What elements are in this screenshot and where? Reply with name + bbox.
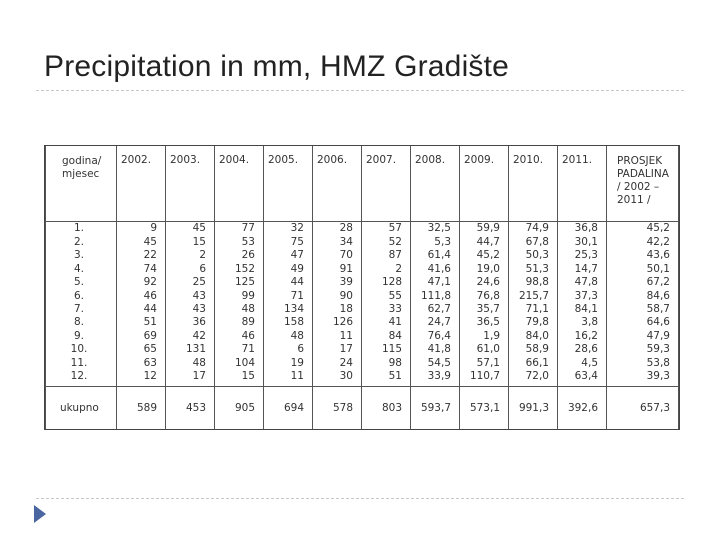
value-cell: 25,3 bbox=[558, 249, 607, 262]
value-cell: 6 bbox=[264, 343, 313, 356]
value-cell: 46 bbox=[117, 289, 166, 302]
value-cell: 126 bbox=[313, 316, 362, 329]
header-year: 2008. bbox=[411, 146, 460, 222]
value-cell: 24,6 bbox=[460, 276, 509, 289]
value-cell: 79,8 bbox=[509, 316, 558, 329]
value-cell: 54,5 bbox=[411, 356, 460, 369]
header-average: PROSJEK PADALINA / 2002 – 2011 / bbox=[607, 146, 679, 222]
total-cell: 392,6 bbox=[558, 387, 607, 430]
value-cell: 91 bbox=[313, 262, 362, 275]
value-cell: 45 bbox=[166, 222, 215, 236]
value-cell: 36,8 bbox=[558, 222, 607, 236]
month-cell: 3. bbox=[46, 249, 117, 262]
value-cell: 131 bbox=[166, 343, 215, 356]
value-cell: 70 bbox=[313, 249, 362, 262]
value-cell: 69 bbox=[117, 330, 166, 343]
month-cell: 6. bbox=[46, 289, 117, 302]
month-cell: 2. bbox=[46, 236, 117, 249]
value-cell: 111,8 bbox=[411, 289, 460, 302]
value-cell: 50,3 bbox=[509, 249, 558, 262]
value-cell: 4,5 bbox=[558, 356, 607, 369]
value-cell: 45,2 bbox=[460, 249, 509, 262]
value-cell: 17 bbox=[313, 343, 362, 356]
value-cell: 44,7 bbox=[460, 236, 509, 249]
value-cell: 57,1 bbox=[460, 356, 509, 369]
value-cell: 30 bbox=[313, 370, 362, 387]
total-cell: 991,3 bbox=[509, 387, 558, 430]
header-year: 2010. bbox=[509, 146, 558, 222]
value-cell: 22 bbox=[117, 249, 166, 262]
total-cell: 578 bbox=[313, 387, 362, 430]
value-cell: 58,9 bbox=[509, 343, 558, 356]
value-cell: 89 bbox=[215, 316, 264, 329]
value-cell: 25 bbox=[166, 276, 215, 289]
value-cell: 74,9 bbox=[509, 222, 558, 236]
value-cell: 98,8 bbox=[509, 276, 558, 289]
header-year-month: godina/ mjesec bbox=[46, 146, 117, 222]
value-cell: 19,0 bbox=[460, 262, 509, 275]
top-divider bbox=[36, 90, 684, 91]
value-cell: 44 bbox=[117, 303, 166, 316]
value-cell: 75 bbox=[264, 236, 313, 249]
value-cell: 71 bbox=[264, 289, 313, 302]
value-cell: 84,0 bbox=[509, 330, 558, 343]
value-cell: 11 bbox=[313, 330, 362, 343]
value-cell: 41,8 bbox=[411, 343, 460, 356]
value-cell: 17 bbox=[166, 370, 215, 387]
month-cell: 12. bbox=[46, 370, 117, 387]
value-cell: 65 bbox=[117, 343, 166, 356]
value-cell: 36,5 bbox=[460, 316, 509, 329]
table-row bbox=[46, 303, 679, 316]
value-cell: 48 bbox=[166, 356, 215, 369]
table-row bbox=[46, 289, 679, 302]
table-row bbox=[46, 276, 679, 289]
table-row bbox=[46, 236, 679, 249]
average-cell: 42,2 bbox=[607, 236, 679, 249]
table-row bbox=[46, 222, 679, 236]
value-cell: 66,1 bbox=[509, 356, 558, 369]
value-cell: 15 bbox=[166, 236, 215, 249]
value-cell: 77 bbox=[215, 222, 264, 236]
month-cell: 1. bbox=[46, 222, 117, 236]
header-row bbox=[46, 146, 679, 222]
header-year: 2006. bbox=[313, 146, 362, 222]
table-row bbox=[46, 316, 679, 329]
value-cell: 98 bbox=[362, 356, 411, 369]
value-cell: 63,4 bbox=[558, 370, 607, 387]
value-cell: 16,2 bbox=[558, 330, 607, 343]
value-cell: 71,1 bbox=[509, 303, 558, 316]
value-cell: 52 bbox=[362, 236, 411, 249]
total-cell: 803 bbox=[362, 387, 411, 430]
value-cell: 158 bbox=[264, 316, 313, 329]
value-cell: 84 bbox=[362, 330, 411, 343]
value-cell: 134 bbox=[264, 303, 313, 316]
value-cell: 53 bbox=[215, 236, 264, 249]
average-cell: 47,9 bbox=[607, 330, 679, 343]
value-cell: 128 bbox=[362, 276, 411, 289]
value-cell: 14,7 bbox=[558, 262, 607, 275]
value-cell: 67,8 bbox=[509, 236, 558, 249]
header-year: 2004. bbox=[215, 146, 264, 222]
value-cell: 57 bbox=[362, 222, 411, 236]
total-cell: 453 bbox=[166, 387, 215, 430]
average-cell: 43,6 bbox=[607, 249, 679, 262]
value-cell: 36 bbox=[166, 316, 215, 329]
header-year: 2003. bbox=[166, 146, 215, 222]
value-cell: 24,7 bbox=[411, 316, 460, 329]
value-cell: 32,5 bbox=[411, 222, 460, 236]
value-cell: 2 bbox=[166, 249, 215, 262]
value-cell: 125 bbox=[215, 276, 264, 289]
header-year: 2005. bbox=[264, 146, 313, 222]
value-cell: 43 bbox=[166, 289, 215, 302]
table-row bbox=[46, 343, 679, 356]
bullet-arrow-icon bbox=[34, 505, 46, 523]
value-cell: 48 bbox=[264, 330, 313, 343]
table-row bbox=[46, 330, 679, 343]
value-cell: 76,4 bbox=[411, 330, 460, 343]
value-cell: 115 bbox=[362, 343, 411, 356]
bottom-divider bbox=[36, 498, 684, 499]
value-cell: 47,8 bbox=[558, 276, 607, 289]
value-cell: 72,0 bbox=[509, 370, 558, 387]
value-cell: 51,3 bbox=[509, 262, 558, 275]
average-cell: 67,2 bbox=[607, 276, 679, 289]
average-cell: 84,6 bbox=[607, 289, 679, 302]
value-cell: 104 bbox=[215, 356, 264, 369]
header-year: 2009. bbox=[460, 146, 509, 222]
value-cell: 92 bbox=[117, 276, 166, 289]
value-cell: 28 bbox=[313, 222, 362, 236]
value-cell: 2 bbox=[362, 262, 411, 275]
value-cell: 63 bbox=[117, 356, 166, 369]
total-label: ukupno bbox=[46, 387, 117, 430]
average-cell: 50,1 bbox=[607, 262, 679, 275]
value-cell: 76,8 bbox=[460, 289, 509, 302]
total-cell: 573,1 bbox=[460, 387, 509, 430]
value-cell: 19 bbox=[264, 356, 313, 369]
month-cell: 10. bbox=[46, 343, 117, 356]
value-cell: 39 bbox=[313, 276, 362, 289]
value-cell: 48 bbox=[215, 303, 264, 316]
value-cell: 47 bbox=[264, 249, 313, 262]
month-cell: 11. bbox=[46, 356, 117, 369]
value-cell: 45 bbox=[117, 236, 166, 249]
header-year: 2011. bbox=[558, 146, 607, 222]
value-cell: 15 bbox=[215, 370, 264, 387]
table-row bbox=[46, 262, 679, 275]
average-cell: 64,6 bbox=[607, 316, 679, 329]
value-cell: 42 bbox=[166, 330, 215, 343]
value-cell: 24 bbox=[313, 356, 362, 369]
month-rows bbox=[46, 222, 679, 387]
value-cell: 1,9 bbox=[460, 330, 509, 343]
month-cell: 7. bbox=[46, 303, 117, 316]
value-cell: 44 bbox=[264, 276, 313, 289]
average-cell: 59,3 bbox=[607, 343, 679, 356]
value-cell: 59,9 bbox=[460, 222, 509, 236]
average-cell: 58,7 bbox=[607, 303, 679, 316]
average-cell: 39,3 bbox=[607, 370, 679, 387]
total-average: 657,3 bbox=[607, 387, 679, 430]
value-cell: 62,7 bbox=[411, 303, 460, 316]
month-cell: 4. bbox=[46, 262, 117, 275]
average-cell: 45,2 bbox=[607, 222, 679, 236]
table-row bbox=[46, 370, 679, 387]
value-cell: 110,7 bbox=[460, 370, 509, 387]
total-cell: 694 bbox=[264, 387, 313, 430]
value-cell: 5,3 bbox=[411, 236, 460, 249]
total-cell: 905 bbox=[215, 387, 264, 430]
value-cell: 49 bbox=[264, 262, 313, 275]
total-row bbox=[46, 387, 679, 430]
value-cell: 12 bbox=[117, 370, 166, 387]
value-cell: 33,9 bbox=[411, 370, 460, 387]
value-cell: 18 bbox=[313, 303, 362, 316]
value-cell: 61,0 bbox=[460, 343, 509, 356]
value-cell: 41,6 bbox=[411, 262, 460, 275]
value-cell: 47,1 bbox=[411, 276, 460, 289]
header-year: 2007. bbox=[362, 146, 411, 222]
total-cell: 589 bbox=[117, 387, 166, 430]
value-cell: 61,4 bbox=[411, 249, 460, 262]
value-cell: 33 bbox=[362, 303, 411, 316]
value-cell: 26 bbox=[215, 249, 264, 262]
value-cell: 84,1 bbox=[558, 303, 607, 316]
value-cell: 46 bbox=[215, 330, 264, 343]
slide-title: Precipitation in mm, HMZ Gradište bbox=[44, 50, 510, 83]
value-cell: 28,6 bbox=[558, 343, 607, 356]
value-cell: 55 bbox=[362, 289, 411, 302]
value-cell: 87 bbox=[362, 249, 411, 262]
value-cell: 215,7 bbox=[509, 289, 558, 302]
table-row bbox=[46, 249, 679, 262]
total-cell: 593,7 bbox=[411, 387, 460, 430]
month-cell: 8. bbox=[46, 316, 117, 329]
value-cell: 51 bbox=[117, 316, 166, 329]
value-cell: 51 bbox=[362, 370, 411, 387]
value-cell: 34 bbox=[313, 236, 362, 249]
value-cell: 43 bbox=[166, 303, 215, 316]
value-cell: 32 bbox=[264, 222, 313, 236]
value-cell: 90 bbox=[313, 289, 362, 302]
table-row bbox=[46, 356, 679, 369]
header-year: 2002. bbox=[117, 146, 166, 222]
value-cell: 152 bbox=[215, 262, 264, 275]
value-cell: 71 bbox=[215, 343, 264, 356]
value-cell: 41 bbox=[362, 316, 411, 329]
value-cell: 6 bbox=[166, 262, 215, 275]
value-cell: 35,7 bbox=[460, 303, 509, 316]
value-cell: 11 bbox=[264, 370, 313, 387]
precipitation-table-image bbox=[44, 145, 680, 430]
value-cell: 37,3 bbox=[558, 289, 607, 302]
value-cell: 9 bbox=[117, 222, 166, 236]
precipitation-table bbox=[45, 146, 679, 429]
value-cell: 30,1 bbox=[558, 236, 607, 249]
value-cell: 3,8 bbox=[558, 316, 607, 329]
average-cell: 53,8 bbox=[607, 356, 679, 369]
month-cell: 5. bbox=[46, 276, 117, 289]
value-cell: 74 bbox=[117, 262, 166, 275]
month-cell: 9. bbox=[46, 330, 117, 343]
value-cell: 99 bbox=[215, 289, 264, 302]
